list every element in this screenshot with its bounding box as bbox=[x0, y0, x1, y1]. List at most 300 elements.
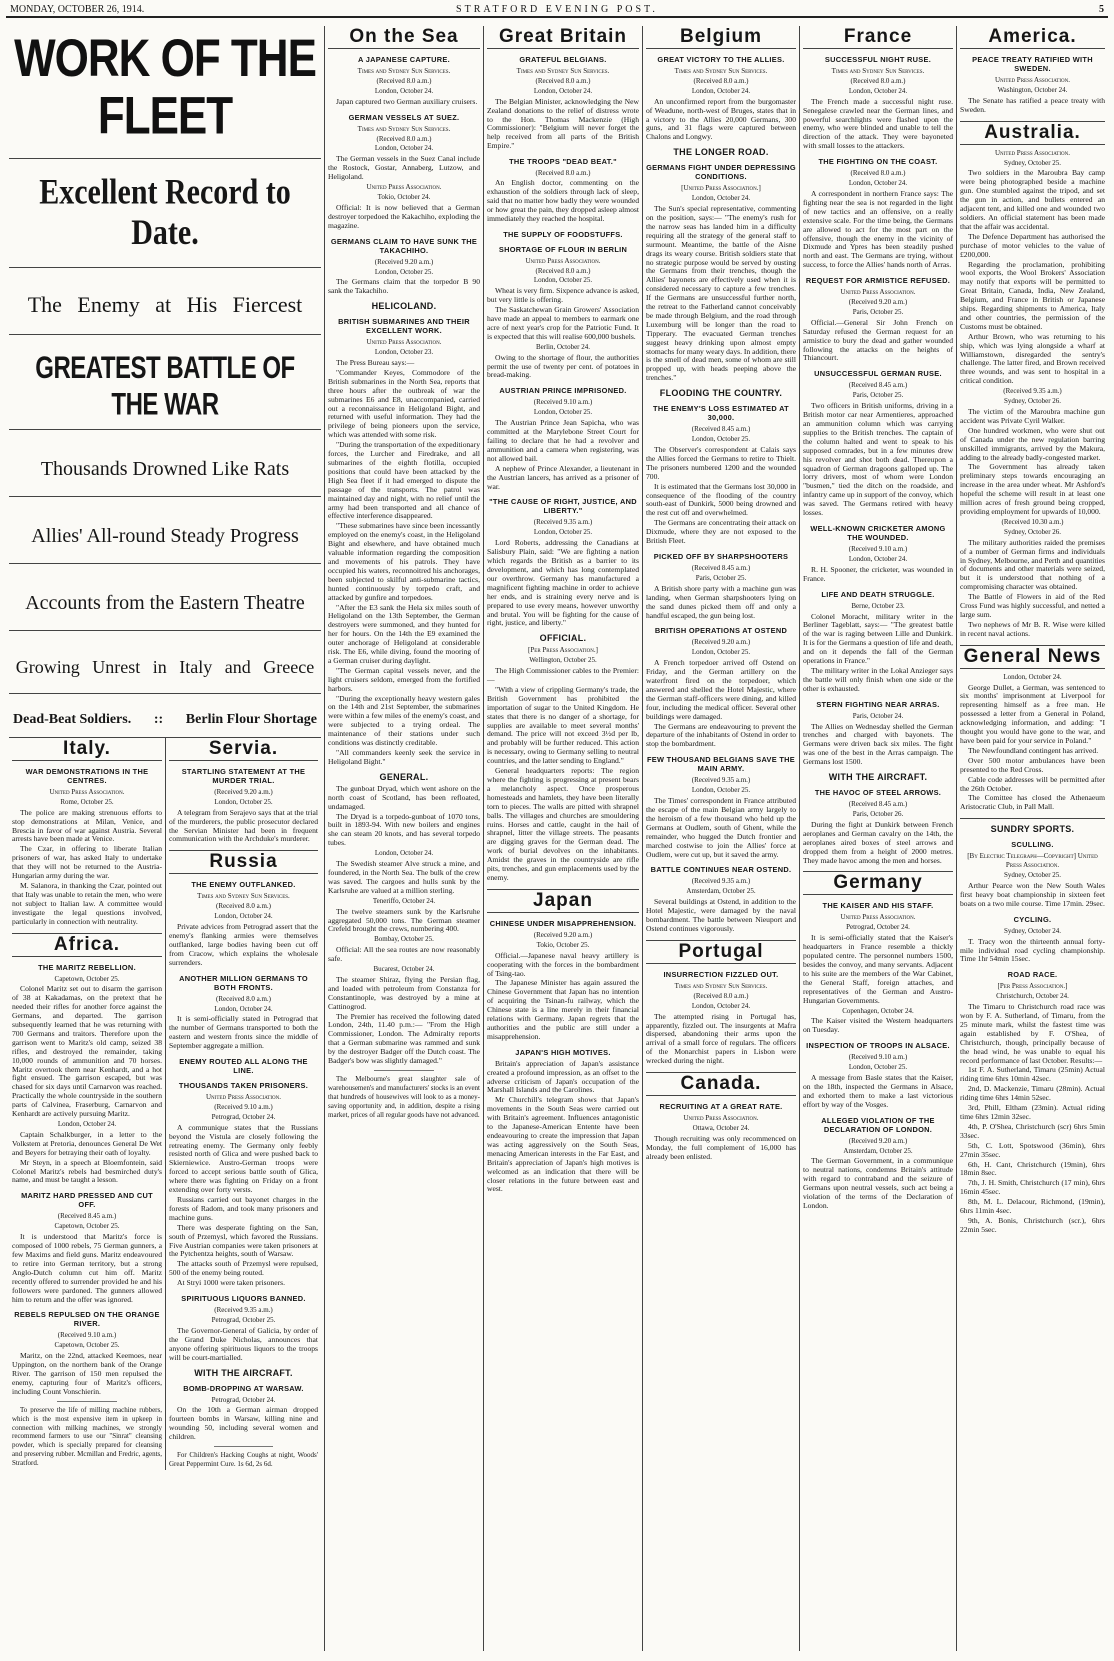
article-paragraph: Two officers in British uniforms, driving in a British motor car near Armentieres, approached an ammunition column which was carrying supplies to the British trenches. The captain of the column halted and went to speak to his supposed comrades, but in a few minutes drew his revolver and shot both dead. Thereupon a squadron of German dragoons galloped up. The lorry drivers, most of whom were London "busmen," tied the ditch on the roadside, and infantry came up in support of the convoy, which was saved. The Germans retired with heavy losses. bbox=[803, 401, 953, 518]
sub-columns bbox=[9, 737, 321, 1470]
article-paragraph: "After the E3 sank the Hela six miles south of Heligoland on the 13th September, the German destroyers were summoned, and they hunted for her for hours. On the 14th the E9 examined the outer anchorage of Heligoland at considerable risk. The E6, while diving, found the mooring of a German cruiser during daylight. bbox=[328, 602, 480, 665]
article-received: (Received 8.45 a.m.) bbox=[691, 425, 751, 434]
article-received: (Received 9.10 a.m.) bbox=[533, 398, 593, 407]
article-paragraph: It is estimated that the Germans lost 30,000 in consequence of the flooding of the country south-east of Dunkirk, 5000 being drowned and the rest cut off and overwhelmed. bbox=[646, 481, 796, 518]
headline-eastern-theatre: Accounts from the Eastern Theatre bbox=[25, 592, 305, 614]
article-paragraph: Colonel Moracht, military writer in the Berliner Tageblatt, says:— "The greatest battle of the war is raging between Lille and Dunkirk. It is for the Germans a question of life and death, and on it depends the fall of the German operations in France." bbox=[803, 611, 953, 666]
article-paragraph: The Germans are endeavouring to prevent the departure of the inhabitants of Ostend in order to stop the bombardment. bbox=[646, 721, 796, 749]
article-source: Times and Sydney Sun Services. bbox=[516, 67, 610, 75]
article-dateline: Sydney, October 25. bbox=[1003, 158, 1062, 167]
article-dateline: Paris, October 25. bbox=[852, 391, 904, 400]
article-headline: "THE CAUSE OF RIGHT, JUSTICE, AND LIBERTY." bbox=[489, 497, 637, 516]
result-line: 7th, J. H. Smith, Christchurch (17 min), 6hrs 16min 45sec. bbox=[960, 1178, 1105, 1197]
article-source: Times and Sydney Sun Services. bbox=[197, 892, 290, 901]
article-source: United Press Association. bbox=[366, 338, 442, 347]
section-title-on-the-sea: On the Sea bbox=[328, 26, 480, 49]
article-headline: PEACE TREATY RATIFIED WITH SWEDEN. bbox=[972, 55, 1093, 73]
article-received: (Received 9.10 a.m.) bbox=[848, 1053, 908, 1062]
article-received: (Received 10.30 a.m.) bbox=[1001, 517, 1064, 526]
article-headline: THE TROOPS "DEAD BEAT." bbox=[509, 157, 617, 167]
article-dateline: Bucarest, October 24. bbox=[373, 965, 435, 974]
article-paragraph: An unconfirmed report from the burgomaster of Weadune, north-west of Bruges, states that in a victory to the Allies 20,000 Germans, 300 guns, and 31 flags were captured between Chalons and Longwy. bbox=[646, 96, 796, 142]
article-paragraph: It is semi-officially stated in Petrograd that the number of Germans transported to both the eastern and western fronts since the middle of September aggregate a million. bbox=[169, 1014, 318, 1051]
result-line: 9th, A. Bonis, Christchurch (scr.), 6hrs 22min 5sec. bbox=[960, 1215, 1105, 1234]
article-headline: STARTLING STATEMENT AT THE MURDER TRIAL. bbox=[181, 766, 306, 785]
article-headline: CHINESE UNDER MISAPPREHENSION. bbox=[489, 918, 637, 928]
headline-excellent-record: Excellent Record to Date. bbox=[39, 172, 291, 253]
article-received: (Received 9.20 a.m.) bbox=[691, 638, 751, 647]
article-source: [Per Press Association.] bbox=[528, 646, 598, 655]
result-line: 6th, H. Cant, Christchurch (19min), 6hrs 18min 8sec. bbox=[960, 1159, 1105, 1178]
article-paragraph: Owing to the shortage of flour, the authorities permit the use of twenty per cent. of potatoes in bread-making. bbox=[487, 352, 639, 380]
article-dateline: London, October 24. bbox=[374, 144, 434, 153]
article-paragraph: A telegram from Serajevo says that at the trial of the murderers, the public prosecutor declared the Servian Minister had been in frequent communication with the Archduke's murderer. bbox=[169, 807, 318, 844]
article-dateline: Berlin, October 24. bbox=[535, 342, 591, 351]
article-headline: THE LONGER ROAD. bbox=[673, 147, 769, 158]
article-paragraph: The Austrian Prince Jean Sapicha, who was committed at the Marylebone Street Court for failing to declare that he had a revolver and ammunition and a camera when registering, was not allowed bail. bbox=[487, 418, 639, 463]
article-dateline: Sydney, October 24. bbox=[1003, 926, 1062, 935]
article-headline: GENERAL. bbox=[379, 771, 429, 782]
masthead-page-number: 5 bbox=[1099, 4, 1104, 15]
article-headline: SPIRITUOUS LIQUORS BANNED. bbox=[181, 1294, 306, 1304]
article-paragraph: "All commanders keenly seek the service in Heligoland Bight." bbox=[328, 748, 480, 766]
article-paragraph: The Belgian Minister, acknowledging the New Zealand donations to the relief of distress wrote to the Hon. Thomas Mackenzie (High Commissioner): "Belgium will never forget the help received from all parts of the British Empire." bbox=[487, 96, 639, 151]
article-dateline: Copenhagen, October 24. bbox=[842, 1006, 914, 1015]
section-title-belgium: Belgium bbox=[646, 26, 796, 49]
article-dateline: London, October 25. bbox=[374, 267, 434, 276]
article-paragraph: Official.—Japanese naval heavy artillery is cooperating with the forces in the bombardment of Tsing-tao. bbox=[487, 950, 639, 978]
section-title-great-britain: Great Britain bbox=[487, 26, 639, 49]
article-received: (Received 9.20 a.m.) bbox=[374, 257, 434, 266]
article-paragraph: The Timaru to Christchurch road race was won by F. A. Sutherland, of Timaru, from the 25 minute mark, whilst the fastest time was again established by F. O'Shea, of Christchurch, though, principally because of the head wind, he was unable to equal his record performance of last October. Results:— bbox=[960, 1002, 1105, 1065]
article-dateline: Petrograd, October 25. bbox=[211, 1315, 276, 1324]
article-paragraph: The Battle of Flowers in aid of the Red Cross Fund was highly successful, and netted a large sum. bbox=[960, 592, 1105, 619]
article-paragraph: The Czar, in offering to liberate Italian prisoners of war, has asked Italy to undertake that they will not be returned to the Austria-Hungarian army during the war. bbox=[12, 844, 162, 881]
article-received: (Received 8.0 a.m.) bbox=[693, 991, 749, 1000]
article-paragraph: Colonel Maritz set out to disarm the garrison of 38 at Kakadamas, on the pretext that he needed their rifles for another force against the Germans, and departed. The garrison subsequently learned that he was returning with 700 Germans and traitors. Therefore upon the garrison went to Maritz's old camp, seized 38 rifles, and destroyed the remainder, taking 10,000 rounds of ammunition and 70 horses. Maritz overtook them near Kenhardt, and a hot fight ensued. The garrison escaped, but was chased for six days until Carnarvon was reached. Practically the whole countryside in the southern parts of Calvinea, Fraserburg, Carnarvon and Kenhardt are actively pursuing Maritz. bbox=[12, 984, 162, 1119]
article-headline: THE ENEMY'S LOSS ESTIMATED AT 30,000. bbox=[653, 404, 789, 423]
column-belgium bbox=[642, 26, 799, 1651]
article-received: (Received 8.0 a.m.) bbox=[376, 134, 432, 143]
article-paragraph: The Newfoundland contingent has arrived. bbox=[968, 745, 1099, 755]
article-source: Times and Sydney Sun Services. bbox=[674, 981, 768, 990]
article-paragraph: The attempted rising in Portugal has, apparently, fizzled out. The insurgents at Mafra dispersed, abandoning their arms upon the arrival of a small force of regulars. The officers of the Monarchist papers in Lisbon were wrecked during the night. bbox=[646, 1011, 796, 1066]
article-paragraph: T. Tracy won the thirteenth annual forty-mile individual road cycling championship. Time 1hr 54min 15sec. bbox=[960, 936, 1105, 964]
article-dateline: London, October 24. bbox=[691, 194, 751, 203]
masthead bbox=[6, 4, 1108, 18]
article-paragraph: Captain Schalkburger, in a letter to the Volkstem at Pretoria, denounces General De Wet and Beyers for betraying their oath of loyalty. bbox=[12, 1129, 162, 1157]
column-great-britain bbox=[483, 26, 642, 1651]
article-received: (Received 8.45 a.m.) bbox=[848, 381, 908, 390]
article-paragraph: "With a view of crippling Germany's trade, the British Government has prohibited the importation of sugar to the United Kingdom. He states that there is no danger of a shortage, for supplies are available to meet several months' demand. The price will not exceed 3½d per lb, and probably will be further reduced. This action is necessary, owing to Germany selling to neutral countries, and the latter sending to England." bbox=[487, 684, 639, 766]
article-headline: ENEMY ROUTED ALL ALONG THE LINE. bbox=[179, 1057, 308, 1076]
article-paragraph: The Times' correspondent in France attributed the escape of the main Belgian army largely to the heroism of a few thousand who held up the Germans at Oudlem, south of Ghent, while the remainder, who hugged the Dutch frontier and marched costwise to join the Allies' force at Oudlem, were cut up, but it saved the army. bbox=[646, 796, 796, 859]
article-headline: BOMB-DROPPING AT WARSAW. bbox=[183, 1383, 304, 1393]
article-headline: JAPAN'S HIGH MOTIVES. bbox=[515, 1047, 611, 1057]
article-received: (Received 8.0 a.m.) bbox=[535, 266, 591, 275]
column-america bbox=[956, 26, 1108, 1651]
article-headline: REQUEST FOR ARMISTICE REFUSED. bbox=[805, 276, 951, 286]
article-source: United Press Association. bbox=[206, 1093, 281, 1102]
article-paragraph: It is semi-officially stated that the Kaiser's headquarters in France resemble a thickly populated centre. The personnel numbers 1500, besides the convoy, and many servants. Adjacent to his suite are the members of the War Cabinet, the General Staff, foreign attaches, and representatives of the German and Austro-Hungarian Governments. bbox=[803, 933, 953, 1005]
article-headline: HELICOLAND. bbox=[371, 301, 437, 312]
article-paragraph: The Premier has received the following dated London, 24th, 11.40 p.m.:— "From the High Commissioner, London. The Admiralty reports that a German submarine was rammed and sunk by the destroyer Badger off the Dutch coast. The Badger's bow was slightly damaged." bbox=[328, 1011, 480, 1066]
article-received: (Received 8.0 a.m.) bbox=[215, 902, 271, 911]
article-paragraph: Mr Churchill's telegram shows that Japan's movements in the South Seas were carried out with Britain's agreement. Influences antagonistic to the Japanese-American Entente have been endeavouring to create the impression that Japan was acting aggressively on the South Seas, menacing American interests in the Far East, and Britain's appreciation of Japan's high motives is welcomed as an indication that there will be closer relations in the future between east and west. bbox=[487, 1095, 639, 1194]
article-received: (Received 8.0 a.m.) bbox=[535, 76, 591, 85]
article-received: (Received 8.45 a.m.) bbox=[848, 800, 908, 809]
article-received: (Received 9.35 a.m.) bbox=[1003, 387, 1062, 396]
result-line: 8th, M. L. Delacour, Richmond, (19min), 6hrs 11min 4sec. bbox=[960, 1197, 1105, 1216]
article-dateline: London, October 25. bbox=[533, 408, 593, 417]
article-paragraph: Official.—General Sir John French on Saturday refused the German request for an armistice to bury the dead and gather wounded following the attacks on the heights of Thiancourt. bbox=[803, 317, 953, 363]
article-headline: OFFICIAL. bbox=[539, 633, 587, 644]
article-paragraph: Official: All the sea routes are now reasonably safe. bbox=[328, 945, 480, 964]
article-paragraph: "The German capital vessels never, and the light cruisers seldom, emerged from the fortified harbors. bbox=[328, 665, 480, 693]
article-paragraph: Wheat is very firm. Sixpence advance is asked, but very little is offering. bbox=[487, 286, 639, 305]
headline-enemy-fiercest: The Enemy at His Fiercest bbox=[27, 292, 303, 317]
article-headline: GERMANS FIGHT UNDER DEPRESSING CONDITIONS. bbox=[646, 163, 796, 182]
article-paragraph: The police are making strenuous efforts to stop demonstrations at Milan, Venice, and Brescia in favor of war against Austria. Several arrests have been made at Venice. bbox=[12, 807, 162, 844]
result-line: 2nd, D. Mackenzie, Timaru (28min). Actual riding time 6hrs 14min 52sec. bbox=[960, 1084, 1105, 1103]
article-dateline: London, October 24. bbox=[214, 912, 273, 921]
article-headline: STERN FIGHTING NEAR ARRAS. bbox=[816, 699, 940, 709]
section-title-america: America. bbox=[960, 26, 1105, 49]
article-headline: THE SUPPLY OF FOODSTUFFS. bbox=[503, 229, 623, 239]
article-received: (Received 8.45 a.m.) bbox=[691, 563, 751, 572]
article-paragraph: On the 10th a German airman dropped fourteen bombs in Warsaw, killing nine and wounding 50, including several women and children. bbox=[169, 1405, 318, 1442]
article-headline: UNSUCCESSFUL GERMAN RUSE. bbox=[814, 369, 942, 379]
article-dateline: Paris, October 25. bbox=[852, 307, 904, 316]
article-paragraph: The Japanese Minister has again assured the Chinese Government that Japan has no intention of acquiring the Tsinan-fu railway, which the Chinese state is a line merely in their financial relations with Germany. Japan regrets that the authorities and the public are still under a misapprehension. bbox=[487, 978, 639, 1041]
result-line: 4th, P. O'Shea, Christchurch (scr) 6hrs 5min 33sec. bbox=[960, 1121, 1105, 1140]
article-headline: PICKED OFF BY SHARPSHOOTERS bbox=[653, 551, 789, 561]
article-received: (Received 9.35 a.m.) bbox=[691, 776, 751, 785]
article-dateline: Petrograd, October 24. bbox=[211, 1112, 276, 1121]
article-received: (Received 8.0 a.m.) bbox=[850, 169, 906, 178]
article-paragraph: Regarding the proclamation, prohibiting wool exports, the Wool Brokers' Association may notify that exports will be permitted to Great Britain, Canada, India, New Zealand, Belgium, and France in British or Japanese ships. Regarding shipments to America, Italy and other countries, the permission of the Customs must be obtained. bbox=[960, 259, 1105, 331]
article-dateline: Capetown, October 25. bbox=[54, 974, 120, 983]
article-dateline: London, October 25. bbox=[691, 435, 751, 444]
article-paragraph: A French torpedoer arrived off Ostend on Friday, and the German artillery on the waterfront fired on the torpedoer, which answered and shelled the Hotel Majestic, where the German staff-officers were dining, and killed four, including the medical officer. Several other buildings were damaged. bbox=[646, 658, 796, 721]
headline-growing-unrest: Growing Unrest in Italy and Greece bbox=[15, 657, 315, 677]
article-source: United Press Association. bbox=[49, 787, 125, 796]
result-line: 3rd, Phill, Eltham (23min). Actual riding time 6hrs 12min 32sec. bbox=[960, 1103, 1105, 1121]
section-title-russia: Russia bbox=[169, 850, 318, 874]
article-paragraph: An English doctor, commenting on the exhaustion of the soldiers through lack of sleep, said that no matter how badly they were wounded or how great the pain, they dropped asleep almost immediately they reached the hospital. bbox=[487, 178, 639, 223]
article-dateline: Bombay, October 25. bbox=[374, 935, 434, 944]
article-dateline: London, October 24. bbox=[848, 86, 908, 95]
article-dateline: London, October 23. bbox=[374, 348, 434, 357]
section-title-japan: Japan bbox=[487, 889, 639, 913]
article-paragraph: The victim of the Maroubra machine gun accident was Private Cyril Walker. bbox=[960, 407, 1105, 425]
article-paragraph: During the fight at Dunkirk between French aeroplanes and German cavalry on the 14th, the aeroplanes aired boxes of steel arrows and dropped them from a height of 2000 metres. They made havoc among the men and horses. bbox=[803, 819, 953, 865]
headline-flour-shortage: Berlin Flour Shortage bbox=[185, 712, 317, 727]
result-line: 5th, C. Lott, Spotswood (36min), 6hrs 27min 35sec. bbox=[960, 1140, 1105, 1159]
article-paragraph: Several buildings at Ostend, in addition to the Hotel Majestic, were damaged by the naval bombardment. The battle between Nieuport and Ostend continues vigorously. bbox=[646, 897, 796, 933]
article-headline: RECRUITING AT A GREAT RATE. bbox=[659, 1102, 783, 1112]
article-received: (Received 9.20 a.m.) bbox=[533, 930, 593, 939]
article-dateline: Tokio, October 24. bbox=[377, 192, 431, 201]
column-on-the-sea bbox=[324, 26, 483, 1651]
article-paragraph: R. H. Spooner, the cricketer, was wounded in France. bbox=[803, 564, 953, 583]
article-dateline: Washington, October 24. bbox=[997, 85, 1068, 94]
article-headline: SHORTAGE OF FLOUR IN BERLIN bbox=[498, 244, 628, 254]
article-paragraph: Arthur Brown, who was returning to his ship, which was lying alongside a wharf at Williamstown, disregarded the sentry's challenge. The latter fired, and Brown received three wounds, and was sent to hospital in a critical condition. bbox=[960, 331, 1105, 386]
section-title-canada: Canada. bbox=[646, 1072, 796, 1096]
article-dateline: London, October 25. bbox=[533, 528, 593, 537]
column-france bbox=[799, 26, 956, 1651]
article-headline: INSURRECTION FIZZLED OUT. bbox=[663, 969, 779, 979]
article-paragraph: A nephew of Prince Alexander, a lieutenant in the Austrian lancers, has arrived as a prisoner of war. bbox=[487, 463, 639, 491]
article-headline: BRITISH OPERATIONS AT OSTEND bbox=[654, 626, 788, 636]
section-title-general-news: General News bbox=[960, 645, 1105, 669]
article-paragraph: The military authorities raided the premises of a number of German firms and individuals in Sydney, Melbourne, and Perth and quantities of documents and other materials were seized, but it is understood that nothing of a compromising character was obtained. bbox=[960, 537, 1105, 592]
headline-dead-beat: Dead-Beat Soldiers. bbox=[13, 712, 132, 727]
article-headline: ANOTHER MILLION GERMANS TO BOTH FRONTS. bbox=[179, 973, 308, 992]
article-received: (Received 9.10 a.m.) bbox=[848, 544, 908, 553]
article-dateline: London, October 24. bbox=[214, 1004, 273, 1013]
section-title-africa: Africa. bbox=[12, 933, 162, 957]
article-source: Times and Sydney Sun Services. bbox=[831, 67, 925, 75]
article-dateline: Tokio, October 25. bbox=[536, 940, 590, 949]
article-source: United Press Association. bbox=[995, 76, 1070, 84]
article-dateline: London, October 24. bbox=[691, 1001, 751, 1010]
article-dateline: London, October 25. bbox=[691, 786, 751, 795]
section-title-france: France bbox=[803, 26, 953, 49]
headline-separator: :: bbox=[153, 712, 164, 727]
article-dateline: London, October 25. bbox=[214, 797, 273, 806]
article-headline: REBELS REPULSED ON THE ORANGE RIVER. bbox=[14, 1310, 160, 1329]
section-title-germany: Germany bbox=[803, 871, 953, 895]
article-paragraph: "Commander Keyes, Commodore of the British submarines in the North Sea, reports that three hours after the outbreak of war the submarines E6 and E8, unaccompanied, carried out a reconnaissance in Heligoland Bight, and returned with useful information. They had the privilege of being pioneers upon the service, which was attended with some risk. bbox=[328, 367, 480, 440]
article-paragraph: The Senate has ratified a peace treaty with Sweden. bbox=[960, 95, 1105, 114]
article-source: Times and Sydney Sun Services. bbox=[357, 124, 451, 133]
article-paragraph: The French made a successful night ruse. Senegalese crawled near the German lines, and powerful searchlights were flashed upon the enemy, who were blinded and unable to tell the direction of the attack. They were bayoneted with small losses to the attackers. bbox=[803, 96, 953, 151]
article-paragraph: The gunboat Dryad, which went ashore on the north coast of Scotland, has been refloated, undamaged. bbox=[328, 783, 480, 811]
article-dateline: London, October 24. bbox=[848, 554, 908, 563]
article-dateline: Wellington, October 25. bbox=[529, 656, 597, 665]
article-paragraph: The twelve steamers sunk by the Karlsruhe aggregated 50,000 tons. The German steamer Crefeld brought the crews, numbering 400. bbox=[328, 906, 480, 934]
article-source: United Press Association. bbox=[840, 288, 916, 297]
article-headline: INSPECTION OF TROOPS IN ALSACE. bbox=[806, 1041, 950, 1051]
article-paragraph: A message from Basle states that the Kaiser, on the 18th, inspected the Germans in Alsace, and exhorted them to make a last victorious effort by way of the Vosges. bbox=[803, 1073, 953, 1109]
article-dateline: Paris, October 25. bbox=[695, 573, 747, 582]
headline-work-of-fleet: WORK OF THE FLEET bbox=[14, 29, 316, 146]
article-paragraph: The Sun's special representative, commenting on the position, says:— "The enemy's rush for the narrow seas has landed him in a difficulty requiring all the strategy of the general staff to surmount. Meantime, the battle of the Aisne drags its weary course. British soldiers state that no strategic purpose would be served by ousting the Germans from their trenches, though the Allies' bayonets are effectively used when it is considered necessary to capture a few trenches. If the Germans are unsuccessful further north, the retreat to the Fatherland cannot conceivably be made through Belgium, and the road through Luxemburg will be longer than the road to Tipperary. The evacuated German trenches suggest heavy drinking upon almost empty stomachs for many weary days. In addition, there is the smell of dead men, some of whom are still propped up, with heads peeping above the trenches." bbox=[646, 204, 796, 383]
advertisement-text: For Children's Hacking Coughs at night, Woods' Great Peppermint Cure. 1s 6d, 2s 6d. bbox=[169, 1451, 318, 1468]
article-source: United Press Association. bbox=[525, 256, 601, 265]
article-headline: ALLEGED VIOLATION OF THE DECLARATION OF LONDON. bbox=[821, 1115, 935, 1134]
article-paragraph: Maritz, on the 22nd, attacked Keemoes, near Uppington, on the northern bank of the Orange River. The garrison of 150 men repulsed the enemy, capturing four of Maritz's officers, including Count Vonschierin. bbox=[12, 1351, 162, 1396]
section-title-sports: SUNDRY SPORTS. bbox=[960, 818, 1105, 834]
article-received: (Received 9.20 a.m.) bbox=[214, 787, 273, 796]
article-dateline: London, October 24. bbox=[691, 86, 751, 95]
column-headlines bbox=[6, 26, 324, 1651]
article-dateline: London, October 24. bbox=[57, 1120, 117, 1128]
article-dateline: Petrograd, October 24. bbox=[846, 923, 910, 932]
article-paragraph: Arthur Pearce won the New South Wales first heavy boat championship in sixteen feet boats on a two mile course. Time 17min. 29sec. bbox=[960, 880, 1105, 908]
article-paragraph: The Defence Department has authorised the purchase of motor vehicles to the value of £200,000. bbox=[960, 231, 1105, 259]
article-headline: BATTLE CONTINUES NEAR OSTEND. bbox=[650, 865, 792, 875]
article-headline: THE FIGHTING ON THE COAST. bbox=[818, 157, 938, 167]
article-source: United Press Association. bbox=[995, 148, 1070, 157]
article-paragraph: The Government has already taken preliminary steps towards encouraging an increase in the area under wheat. Mr Ashford's hopeful the scheme will result in at least one million acres of fresh ground being cropped, providing employment for upwards of 10,000. bbox=[960, 462, 1105, 516]
article-dateline: London, October 24. bbox=[374, 86, 434, 95]
article-headline: THE HAVOC OF STEEL ARROWS. bbox=[814, 788, 942, 798]
article-source: [Per Press Association.] bbox=[997, 982, 1068, 991]
article-paragraph: The military writer in the Lokal Anzieger says the battle will only finish when one side or the other is exhausted. bbox=[803, 665, 953, 693]
article-paragraph: Mr Steyn, in a speech at Bloemfontein, said Colonel Maritz's rebels had besmirched duty's name, and must be taught a lesson. bbox=[12, 1157, 162, 1185]
article-headline: WAR DEMONSTRATIONS IN THE CENTRES. bbox=[25, 766, 149, 785]
article-headline: WITH THE AIRCRAFT. bbox=[194, 1367, 293, 1378]
article-source: United Press Association. bbox=[366, 183, 442, 192]
article-paragraph: A British shore party with a machine gun was landing, when German sharpshooters lying on the sand dunes picked them off and only a handful escaped, the gun being lost. bbox=[646, 583, 796, 620]
headline-greatest-battle: GREATEST BATTLE OF THE WAR bbox=[35, 350, 295, 423]
article-paragraph: There was desperate fighting on the San, south of Przemysl, which favored the Russians. Five Austrian companies were taken prisoners at the Pytchentza heights, south of Warsaw. bbox=[169, 1222, 318, 1259]
article-received: (Received 9.20 a.m.) bbox=[848, 298, 908, 307]
article-paragraph: Two nephews of Mr B. R. Wise were killed in recent naval actions. bbox=[960, 619, 1105, 638]
article-dateline: Capetown, October 25. bbox=[54, 1341, 120, 1350]
article-paragraph: General headquarters reports: The region where the fighting is progressing at present bears a melancholy aspect. Once prosperous homesteads and hamlets, they have been literally torn to pieces. The walls are pitted with shrapnel balls. The villages and churches are smouldering ruins. Horses and cattle, caught in the hail of shrapnel, litter the village streets. The peasants are digging graves for the German dead. The work of burial devolves on the inhabitants. Amidst the graves in the countryside are rifle pits, trenches, and gun emplacements used by the enemy. bbox=[487, 766, 639, 882]
article-dateline: Teneriffo, October 24. bbox=[372, 896, 436, 905]
article-received: (Received 8.0 a.m.) bbox=[535, 169, 591, 178]
article-headline: THOUSANDS TAKEN PRISONERS. bbox=[178, 1081, 309, 1091]
article-paragraph: The Comittee has closed the Athenaeum Aristocratic Club, in Pall Mall. bbox=[960, 793, 1105, 812]
article-paragraph: The Germans are concentrating their attack on Dixmude, where they are not exposed to the British Fleet. bbox=[646, 518, 796, 546]
article-paragraph: The steamer Shiraz, flying the Persian flag, and loaded with petroleum from Constanza for Constantinople, was destroyed by a mine at Cattinogrod. bbox=[328, 974, 480, 1011]
article-headline: AUSTRIAN PRINCE IMPRISONED. bbox=[499, 386, 627, 396]
article-paragraph: The German Government, in a communique to neutral nations, condemns Britain's attitude with regard to contraband and the seizure of Germans upon neutral vessels, such act being a violation of the terms of the Declaration of London. bbox=[803, 1156, 953, 1210]
article-headline: WELL-KNOWN CRICKETER AMONG THE WOUNDED. bbox=[810, 523, 946, 542]
article-headline: THE MARITZ REBELLION. bbox=[38, 962, 136, 972]
article-received: (Received 9.35 a.m.) bbox=[214, 1306, 273, 1315]
article-dateline: London, October 24. bbox=[374, 849, 434, 858]
article-headline: MARITZ HARD PRESSED AND CUT OFF. bbox=[21, 1191, 153, 1210]
article-source: Times and Sydney Sun Services. bbox=[674, 67, 768, 75]
article-received: (Received 8.0 a.m.) bbox=[376, 76, 432, 85]
article-dateline: London, October 24. bbox=[533, 86, 593, 95]
article-received: (Received 8.0 a.m.) bbox=[693, 76, 749, 85]
article-received: (Received 8.0 a.m.) bbox=[850, 76, 906, 85]
article-source: United Press Association. bbox=[683, 1114, 759, 1123]
article-paragraph: A correspondent in northern France says: The fighting near the sea is not regarded in the light of new tactics and an offensive, on a really extensive scale. For the time being, the Germans are allowed to act for the most part on the offensive, though the enemy in the vicinity of Dixmude and Ypres has been steadily pushed north and east. The Germans are trying, without success, to force the Allies' hands north of Arras. bbox=[803, 188, 953, 270]
masthead-paper-name: STRATFORD EVENING POST. bbox=[456, 4, 658, 15]
article-headline: FLOODING THE COUNTRY. bbox=[659, 388, 783, 399]
article-paragraph: The Saskatchewan Grain Growers' Association have made an appeal to members to earmark one acre of next year's crop for the Patriotic Fund. It is expected that this will realise 600,000 bushels. bbox=[487, 305, 639, 341]
article-paragraph: Britain's appreciation of Japan's assistance created a profound impression, as an offset to the adverse criticism of Japan's occupation of the Marshall Islands and the Carolines. bbox=[487, 1058, 639, 1095]
article-headline: A JAPANESE CAPTURE. bbox=[358, 55, 450, 64]
article-received: (Received 9.35 a.m.) bbox=[533, 518, 593, 527]
newspaper-page bbox=[6, 4, 1108, 1656]
article-paragraph: At Stryi 1000 were taken prisoners. bbox=[177, 1278, 285, 1288]
article-dateline: London, October 25. bbox=[533, 276, 593, 285]
article-received: (Received 9.20 a.m.) bbox=[848, 1136, 908, 1145]
article-paragraph: Japan captured two German auxiliary cruisers. bbox=[336, 96, 478, 106]
section-title-servia: Servia. bbox=[169, 738, 318, 761]
article-source: United Press Association. bbox=[840, 913, 916, 922]
article-dateline: Paris, October 24. bbox=[852, 711, 904, 720]
article-paragraph: The Swedish steamer Alve struck a mine, and foundered, in the North Sea. The bulk of the crew was saved. The cargoes and hulls sunk by the Karlsruhe are valued at a million sterling. bbox=[328, 859, 480, 895]
article-headline: GERMAN VESSELS AT SUEZ. bbox=[348, 112, 460, 122]
article-headline: WITH THE AIRCRAFT. bbox=[828, 772, 928, 783]
article-dateline: London, October 25. bbox=[848, 1063, 908, 1072]
section-title-portugal: Portugal bbox=[646, 940, 796, 964]
advertisement-text: The Melbourne's great slaughter sale of warehousemen's and manufacturers' stocks is an event that hundreds of housewives will look to as a money-saving opportunity and, in addition, despite a rising market, prices of all regular goods have not advanced. bbox=[328, 1075, 480, 1119]
article-headline: BRITISH SUBMARINES AND THEIR EXCELLENT WORK. bbox=[338, 317, 470, 336]
article-headline: GREAT VICTORY TO THE ALLIES. bbox=[657, 55, 785, 64]
article-headline: CYCLING. bbox=[1013, 914, 1052, 924]
article-dateline: Paris, October 26. bbox=[852, 810, 904, 818]
article-paragraph: The Kaiser visited the Western headquarters on Tuesday. bbox=[803, 1016, 953, 1035]
advertisement-text: To preserve the life of milling machine rubbers, which is the most expensive item in upkeep in connection with milking machines, we strongly recommend farmers to use our "Sinrat" cleansing powder, which is specially prepared for cleansing and preserving rubber. Mcmillan and Fredric, agents, Stratford. bbox=[12, 1405, 162, 1468]
article-dateline: London, October 24. bbox=[1003, 672, 1062, 681]
article-paragraph: Lord Roberts, addressing the Canadians at Salisbury Plain, said: "We are fighting a nation which regards the British as a barrier to its development, and which has long contemplated our overthrow. Germany has manufactured a magnificent fighting machine in order to achieve her ends, and is straining every nerve and is prepared to use every means, however unworthy and brutal. You will be fighting for the cause of right, justice, and liberty." bbox=[487, 538, 639, 628]
section-title-australia: Australia. bbox=[960, 121, 1105, 145]
article-headline: GERMANS CLAIM TO HAVE SUNK THE TAKACHIHO. bbox=[330, 236, 478, 255]
article-received: (Received 8.45 a.m.) bbox=[57, 1212, 117, 1221]
article-paragraph: "During the transportation of the expeditionary forces, the Lurcher and Firedrake, and all submarines of the eighth flotilla, occupied positions that could have been attacked by the High Sea fleet if it had emerged to dispute the passage of the transports. The patrol was maintained day and night, with no relief until the army had been transported and all chance of effective interference disappeared. bbox=[328, 440, 480, 521]
article-paragraph: Official: It is now believed that a German destroyer torpedoed the Kakachiho, exploding the magazine. bbox=[328, 202, 480, 230]
column-italy-africa bbox=[9, 738, 165, 1470]
article-paragraph: Private advices from Petrograd assert that the enemy's flanking armies were themselves outflanked, large bodies having been cut off from Cracow, which explains the wholesale surrenders. bbox=[169, 922, 318, 967]
article-paragraph: "These submarines have since been incessantly employed on the enemy's coast, in the Heligoland Bight and elsewhere, and have obtained much valuable information regarding the composition and movements of his patrols. They have occupied his waters, reconnoitred his anchorages, been subjected to skilful anti-submarine tactics, hunted continuously by torpedo craft, and attacked by gunfire and torpedoes. bbox=[328, 521, 480, 602]
article-headline: SCULLING. bbox=[1011, 840, 1054, 850]
article-dateline: Sydney, October 25. bbox=[1003, 871, 1062, 880]
article-paragraph: "During the exceptionally heavy western gales on the 14th and 21st September, the submarines were within a few miles of the enemy's coast, and were subjected to a trying ordeal. The maintenance of their stations under such conditions was distinctly creditable. bbox=[328, 693, 480, 748]
section-title-italy: Italy. bbox=[12, 738, 162, 761]
article-paragraph: It is understood that Maritz's force is composed of 1000 rebels, 75 German gunners, a few Maxims and field guns. Maritz endeavoured to retire into German territory, but a strong Anglo-Dutch column cut him off. Maritz recently offered to surrender provided he and his followers were pardoned. The gunners allowed him to return and the offer was ignored. bbox=[12, 1232, 162, 1304]
article-headline: LIFE AND DEATH STRUGGLE. bbox=[821, 589, 935, 599]
headline-dead-beat-row bbox=[13, 712, 317, 727]
article-dateline: Ottawa, October 24. bbox=[692, 1123, 750, 1132]
article-source: [By Electric Telegraph—Copyright] United Press Association. bbox=[967, 852, 1098, 870]
article-paragraph: The Allies on Wednesday shelled the German trenches and charged with bayonets. The Germans were driven back six miles. The fight was one of the best in the Arras campaign. The Germans lost 1500. bbox=[803, 721, 953, 767]
article-paragraph: The High Commissioner cables to the Premier:— bbox=[487, 666, 639, 685]
article-paragraph: Over 500 motor ambulances have been presented to the Red Cross. bbox=[960, 755, 1105, 774]
column-servia-russia bbox=[165, 738, 321, 1470]
article-headline: SUCCESSFUL NIGHT RUSE. bbox=[824, 55, 932, 64]
article-paragraph: George Dullet, a German, was sentenced to six months' imprisonment at Liverpool for representing himself as a free man. He possessed a letter from a General in Poland, acknowledging information, and adding: "I thought you would have gone to the war, and have been paid for your service in Poland." bbox=[960, 682, 1105, 745]
article-dateline: Petrograd, October 24. bbox=[211, 1395, 276, 1404]
article-paragraph: Though recruiting was only recommenced on Monday, the full complement of 16,000 has already been enlisted. bbox=[646, 1133, 796, 1161]
article-paragraph: The German vessels in the Suez Canal include the Rostock, Gostar, Annaberg, Lutzow, and Heligoland. bbox=[328, 154, 480, 182]
article-headline: GRATEFUL BELGIANS. bbox=[519, 55, 607, 64]
article-dateline: London, October 24. bbox=[848, 179, 908, 188]
article-dateline: Amsterdam, October 25. bbox=[843, 1146, 913, 1155]
article-paragraph: The Press Bureau says:— bbox=[336, 358, 415, 368]
article-received: (Received 8.0 a.m.) bbox=[215, 994, 271, 1003]
article-paragraph: M. Salanora, in thanking the Czar, pointed out that Italy was unable to retain the men, who were not subject to Italian law. A committee would investigate the legal questions involved, particularly in connection with neutrality. bbox=[12, 880, 162, 926]
article-dateline: Sydney, October 26. bbox=[1003, 527, 1062, 536]
article-paragraph: Cable code addresses will be permitted after the 26th October. bbox=[960, 774, 1105, 793]
article-received: (Received 9.10 a.m.) bbox=[57, 1331, 117, 1340]
article-paragraph: Russians carried out bayonet charges in the forests of Radom, and took many prisoners and machine guns. bbox=[169, 1195, 318, 1222]
article-paragraph: The Dryad is a torpedo-gunboat of 1070 tons, built in 1893-94. With new boilers and engines she can steam 20 knots, and has several torpedo tubes. bbox=[328, 811, 480, 848]
article-dateline: Sydney, October 26. bbox=[1003, 397, 1062, 406]
article-paragraph: Two soldiers in the Maroubra Bay camp were being photographed beside a machine gun. One stumbled against the tripod, and set the gun in action, and bullets entered an adjacent tent, and killed one and wounded two soldiers. An official statement has been made that the affair was accidental. bbox=[960, 168, 1105, 231]
article-source: [United Press Association.] bbox=[681, 184, 761, 193]
article-dateline: Rome, October 25. bbox=[60, 797, 114, 806]
headline-drowned: Thousands Drowned Like Rats bbox=[40, 458, 290, 480]
article-paragraph: A communique states that the Russians beyond the Vistula are closely following the retreating enemy. The Germany only feebly resisted north of Glica and were pushed back to Skierniewice. Austro-German troops were forced to accept serious battle south of Glica, where there was fighting on Friday on a front extending over forty versts. bbox=[169, 1122, 318, 1195]
article-dateline: London, October 25. bbox=[691, 648, 751, 657]
article-paragraph: One hundred workmen, who were shut out of Canada under the new regulation barring unskilled immigrants, arrived by the Makura, adding to the already badly-congested market. bbox=[960, 425, 1105, 462]
article-dateline: Amsterdam, October 25. bbox=[686, 887, 756, 896]
article-dateline: Christchurch, October 24. bbox=[996, 992, 1069, 1001]
article-dateline: Capetown, October 25. bbox=[54, 1222, 120, 1231]
article-headline: THE KAISER AND HIS STAFF. bbox=[822, 901, 934, 911]
